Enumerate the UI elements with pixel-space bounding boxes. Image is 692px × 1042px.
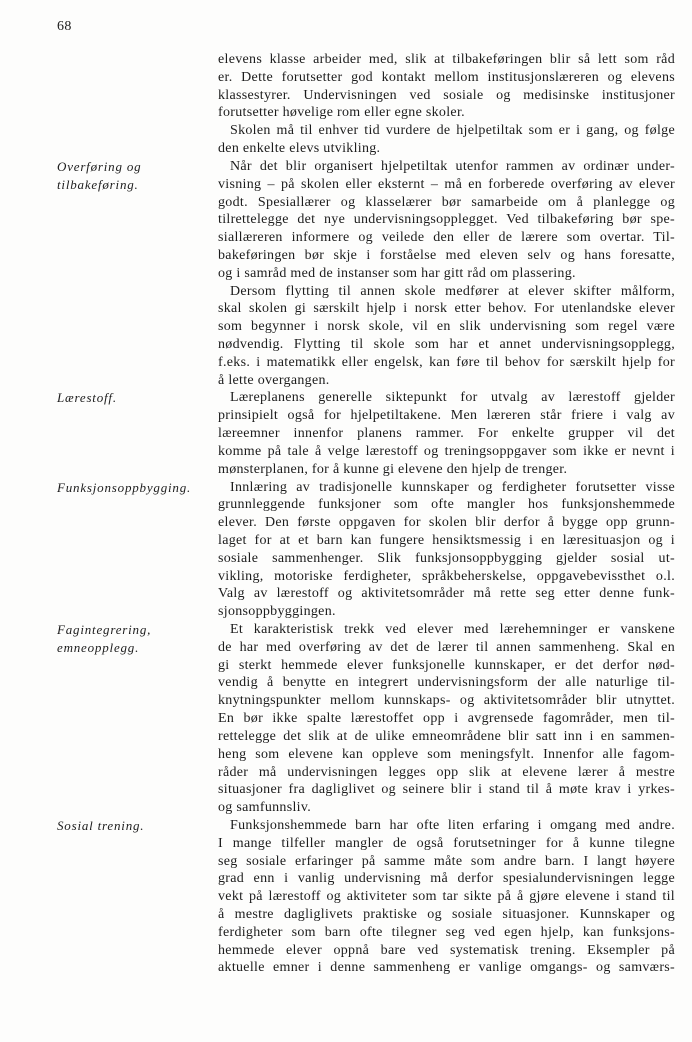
text-line: skal skolen gi særskilt hjelp i norsk etter behov. For utenlandske elever [218, 301, 675, 317]
paragraph-text [218, 479, 675, 622]
text-line: vekt på lærestoff og aktiviteter som tar sikte på å gjøre elevene i stand til [218, 889, 675, 905]
margin-note [57, 817, 218, 835]
text-line: rettelegge det slik at de ulike emneområdene blir satt inn i en sammen- [218, 728, 675, 744]
paragraph [57, 389, 675, 478]
text-line: hemmede elever oppnå bare ved systematisk trening. Eksempler på [218, 942, 675, 958]
text-line: vikling, motoriske ferdigheter, språkbeherskelse, oppgavebevissthet o.l. [218, 568, 675, 584]
text-line: seg sosiale erfaringer på samme måte som andre barn. I langt høyere [218, 853, 675, 869]
text-line: heng som elevene kan oppleve som meningsfylt. Innenfor alle fagom- [218, 746, 675, 762]
text-line: Læreplanens generelle siktepunkt for utvalg av lærestoff gjelder [230, 390, 675, 406]
text-line: å lette overgangen. [218, 372, 330, 388]
text-line: bakeføringen bør skje i forståelse med eleven selv og hans foresatte, [218, 247, 675, 263]
text-line: Funksjonshemmede barn har ofte liten erfaring i omgang med andre. [230, 817, 675, 833]
paragraph [57, 158, 675, 283]
paragraph [57, 621, 675, 817]
paragraph [57, 283, 675, 390]
paragraph-text [218, 389, 675, 478]
paragraph [57, 817, 675, 977]
paragraph-text [218, 122, 675, 158]
paragraph [57, 479, 675, 622]
paragraph-text [218, 283, 675, 390]
text-line: klassestyrer. Undervisningen ved sosiale og medisinske institusjoner [218, 87, 675, 103]
text-line: elever. Den første oppgaven for skolen blir derfor å bygge opp grunn- [218, 515, 675, 531]
paragraph [57, 51, 675, 122]
text-line: komme på tale å velge lærestoff og treningsoppgaver som ikke er nevnt i [218, 443, 675, 459]
margin-note [57, 479, 218, 497]
text-line: og i samråd med de instanser som har gitt råd om plassering. [218, 265, 576, 281]
paragraph [57, 122, 675, 158]
text-line: nødvendig. Flytting til skole som har et annet undervisningsopplegg, [218, 337, 675, 352]
text-line: tilrettelegge det nye undervisningsopplegget. Ved tilbakeføring bør spe- [218, 212, 675, 228]
text-line: knytningspunkter mellom kunnskaps- og aktivitetsområder blir utnyttet. [218, 693, 675, 709]
text-line: I mange tilfeller mangler de også forutsetninger for å kunne tilegne [218, 835, 675, 851]
margin-note-line: Lærestoff. [57, 390, 117, 406]
paragraph-text [218, 621, 675, 817]
text-line: læreemner innenfor planens rammer. For enkelte grupper vil det [218, 426, 675, 442]
page-number: 68 [57, 19, 72, 34]
paragraph-text [218, 51, 675, 122]
paragraph-text [218, 158, 675, 283]
text-line: aktuelle emner i denne sammenheng er vanlige omgangs- og samværs- [218, 960, 675, 976]
text-line: den enkelte elevs utvikling. [218, 141, 381, 157]
margin-note [57, 621, 218, 657]
page-body [57, 51, 675, 977]
text-line: Når det blir organisert hjelpetiltak utenfor rammen av ordinær under- [230, 158, 675, 174]
text-line: godt. Spesiallærer og klasselærer bør samarbeide om å planlegge og [218, 194, 675, 210]
text-line: ferdigheter som barn ofte tilegner seg ved egen hjelp, kan funksjons- [218, 924, 675, 940]
margin-note [57, 389, 218, 407]
text-line: forutsetter høvelige rom eller egne skoler. [218, 105, 465, 121]
text-line: En bør ikke spalte lærestoffet opp i avgrensede fagområder, men til- [218, 711, 675, 727]
margin-note-line: emneopplegg. [57, 639, 140, 655]
text-line: visning – på skolen eller eksternt – må en forberede overføring av elever [218, 176, 675, 192]
text-line: elevens klasse arbeider med, slik at tilbakeføringen blir så lett som råd [218, 52, 675, 67]
text-line: siallæreren informere og veilede den eller de lærere som overtar. Til- [218, 230, 675, 246]
margin-note-line: Fagintegrering, [57, 622, 152, 637]
text-line: som begynner i norsk skole, vil en slik undervisning som regel være [218, 319, 675, 335]
text-line: Dersom flytting til annen skole medfører at elever skifter målform, [230, 283, 675, 299]
text-line: situasjoner fra dagliglivet og seinere blir i stand til å møte krav i yrkes- [218, 782, 675, 798]
text-line: mønsterplanen, for å kunne gi elevene den hjelp de trenger. [218, 461, 568, 477]
margin-note [57, 158, 218, 194]
text-line: er. Dette forutsetter god kontakt mellom institusjonslæreren og elevens [218, 69, 675, 85]
margin-note-line: Funksjonsoppbygging. [57, 479, 192, 495]
text-line: laget for at et barn kan fungere hensiktsmessig i en læresituasjon og i [218, 532, 675, 548]
text-line: råder må undervisningen legges opp slik at elevene lærer å mestre [218, 764, 675, 780]
text-line: Innlæring av tradisjonelle kunnskaper og ferdigheter forutsetter visse [230, 479, 675, 495]
text-line: vendig å benytte en integrert undervisningsform der alle naturlige til- [218, 675, 675, 691]
text-line: grad enn i vanlig undervisning må derfor spesialundervisningen legge [218, 871, 675, 887]
text-line: gi sterkt hemmede elever funksjonelle kunnskaper, er det derfor nød- [218, 657, 675, 673]
margin-note-line: tilbakeføring. [57, 176, 139, 192]
text-line: Valg av lærestoff og aktivitetsområder må rette seg etter denne funk- [218, 586, 675, 602]
text-line: sosiale sammenhenger. Slik funksjonsoppbygging gjelder sosial ut- [218, 550, 675, 566]
text-line: og samfunnsliv. [218, 800, 312, 816]
text-line: å mestre dagliglivets praktiske og sosiale situasjoner. Kunnskaper og [218, 907, 675, 922]
text-line: sjonsoppbyggingen. [218, 604, 336, 620]
text-line: f.eks. i matematikk eller engelsk, kan føre til behov for særskilt hjelp for [218, 354, 675, 370]
margin-note-line: Sosial trening. [57, 817, 145, 833]
text-line: grunnleggende funksjoner som ofte mangler hos funksjonshemmede [218, 497, 675, 513]
text-line: prinsipielt også for hjelpetiltakene. Men læreren står friere i valg av [218, 408, 675, 424]
text-line: de har med overføring av det de lærer til annen sammenheng. Skal en [218, 639, 675, 655]
margin-note-line: Overføring og [57, 158, 142, 174]
text-line: Skolen må til enhver tid vurdere de hjelpetiltak som er i gang, og følge [230, 123, 675, 139]
text-line: Et karakteristisk trekk ved elever med lærehemninger er vanskene [230, 622, 675, 637]
paragraph-text [218, 817, 675, 977]
